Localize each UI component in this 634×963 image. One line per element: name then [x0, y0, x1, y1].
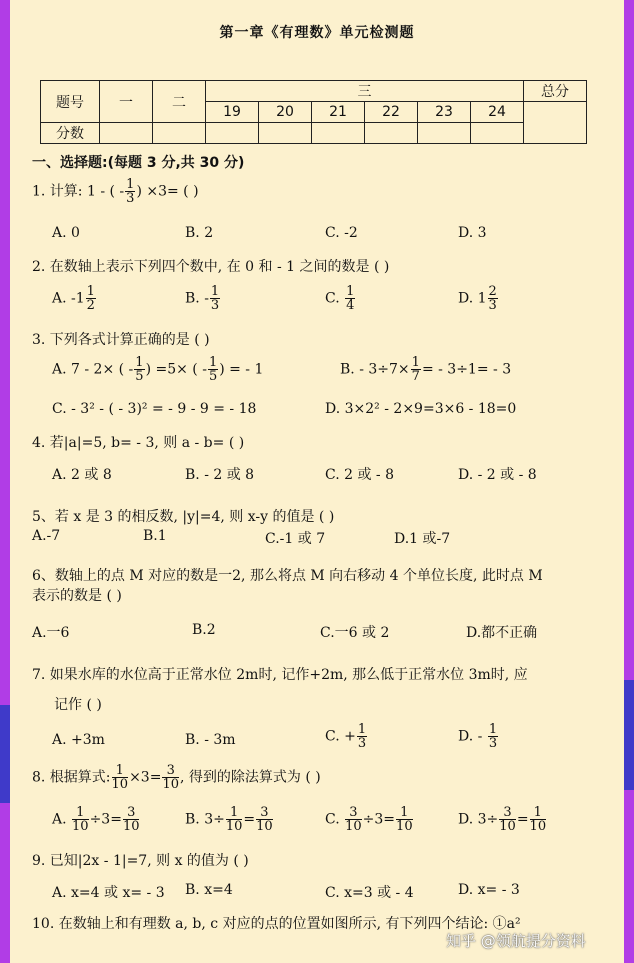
- score-cell[interactable]: [206, 123, 259, 144]
- question-1: 1. 计算: 1 - ( - $\frac{1}{3}$ ) ×3= ( ): [32, 177, 199, 206]
- q1-option-d: D. 3: [458, 225, 487, 241]
- score-cell[interactable]: [259, 123, 312, 144]
- score-label: 分数: [41, 123, 100, 144]
- sub-col: 21: [312, 102, 365, 123]
- q3-option-b: B. - 3÷7× $\frac{1}{7}$ = - 3÷1= - 3: [340, 355, 512, 384]
- q7-option-b: B. - 3m: [185, 732, 236, 748]
- q4-option-d: D. - 2 或 - 8: [458, 467, 537, 483]
- q5-option-c: C.-1 或 7: [265, 531, 326, 547]
- question-8: 8. 根据算式: $\frac{1}{10}$ ×3= $\frac{3}{10}$ , 得到的除法算式为 ( ): [32, 763, 321, 792]
- q8-option-d: D. 3÷ $\frac{3}{10}$ = $\frac{1}{10}$: [458, 805, 547, 834]
- q9-option-b: B. x=4: [185, 882, 233, 898]
- q1-option-b: B. 2: [185, 225, 214, 241]
- sub-col: 19: [206, 102, 259, 123]
- q-no-label: 题号: [41, 81, 100, 123]
- q9-option-a: A. x=4 或 x= - 3: [52, 885, 165, 901]
- q6-option-a: A.一6: [32, 625, 70, 641]
- q1-option-a: A. 0: [52, 225, 80, 241]
- question-5: 5、若 x 是 3 的相反数, |y|=4, 则 x-y 的值是 ( ): [32, 509, 335, 525]
- question-7-line-1: 7. 如果水库的水位高于正常水位 2m时, 记作+2m, 那么低于正常水位 3m时, 应: [32, 667, 528, 683]
- q4-option-b: B. - 2 或 8: [185, 467, 255, 483]
- watermark: 知乎 @领航提分资料: [446, 932, 586, 950]
- q9-option-c: C. x=3 或 - 4: [325, 885, 414, 901]
- sub-col: 22: [365, 102, 418, 123]
- question-7-line-2: 记作 ( ): [54, 697, 102, 713]
- score-cell[interactable]: [312, 123, 365, 144]
- q2-option-b: B. - $\frac{1}{3}$: [185, 284, 220, 313]
- q6-option-d: D.都不正确: [466, 625, 538, 641]
- col-three: 三: [206, 81, 524, 102]
- score-cell[interactable]: [365, 123, 418, 144]
- total-cell[interactable]: [524, 102, 587, 144]
- q2-option-d: D. 1 $\frac{2}{3}$: [458, 284, 497, 313]
- q8-option-c: C. $\frac{3}{10}$ ÷3= $\frac{1}{10}$: [325, 805, 413, 834]
- col-one: 一: [100, 81, 153, 123]
- page-title: 第一章《有理数》单元检测题: [219, 25, 415, 41]
- q1-option-c: C. -2: [325, 225, 358, 241]
- sub-col: 20: [259, 102, 312, 123]
- question-6-line-2: 表示的数是 ( ): [32, 588, 122, 604]
- q4-option-a: A. 2 或 8: [52, 467, 112, 483]
- q2-option-c: C. $\frac{1}{4}$: [325, 284, 355, 313]
- q8-option-a: A. $\frac{1}{10}$ ÷3= $\frac{3}{10}$: [52, 805, 140, 834]
- question-6-line-1: 6、数轴上的点 M 对应的数是一2, 那么将点 M 向右移动 4 个单位长度, 此时点 M: [32, 568, 543, 584]
- q3-option-c: C. - 3² - ( - 3)² = - 9 - 9 = - 18: [52, 401, 257, 417]
- q6-option-c: C.一6 或 2: [320, 625, 390, 641]
- question-4: 4. 若|a|=5, b= - 3, 则 a - b= ( ): [32, 435, 245, 451]
- total-label: 总分: [524, 81, 587, 102]
- q5-option-b: B.1: [143, 528, 167, 544]
- score-cell[interactable]: [100, 123, 153, 144]
- score-cell[interactable]: [153, 123, 206, 144]
- right-side-decoration: [624, 680, 634, 790]
- q8-option-b: B. 3÷ $\frac{1}{10}$ = $\frac{3}{10}$: [185, 805, 273, 834]
- score-table: [40, 80, 587, 144]
- question-2: 2. 在数轴上表示下列四个数中, 在 0 和 - 1 之间的数是 ( ): [32, 259, 390, 275]
- q7-option-c: C. + $\frac{1}{3}$: [325, 722, 367, 751]
- q9-option-d: D. x= - 3: [458, 882, 520, 898]
- q7-option-d: D. - $\frac{1}{3}$: [458, 722, 498, 751]
- question-9: 9. 已知|2x - 1|=7, 则 x 的值为 ( ): [32, 853, 249, 869]
- question-3: 3. 下列各式计算正确的是 ( ): [32, 332, 210, 348]
- score-cell[interactable]: [418, 123, 471, 144]
- q4-option-c: C. 2 或 - 8: [325, 467, 395, 483]
- q2-option-a: A. -1 $\frac{1}{2}$: [52, 284, 95, 313]
- exam-paper: [10, 0, 624, 963]
- q6-option-b: B.2: [192, 622, 216, 638]
- sub-col: 24: [471, 102, 524, 123]
- score-cell[interactable]: [471, 123, 524, 144]
- section-heading: 一、选择题:(每题 3 分,共 30 分): [32, 155, 245, 171]
- q5-option-d: D.1 或-7: [394, 531, 451, 547]
- question-10: 10. 在数轴上和有理数 a, b, c 对应的点的位置如图所示, 有下列四个结论: ①a²: [32, 916, 521, 932]
- col-two: 二: [153, 81, 206, 123]
- q3-option-a: A. 7 - 2× ( - $\frac{1}{5}$ ) =5× ( - $\frac{1}{5}$ ) = - 1: [52, 355, 264, 384]
- q5-option-a: A.-7: [32, 528, 61, 544]
- q3-option-d: D. 3×2² - 2×9=3×6 - 18=0: [325, 401, 517, 417]
- sub-col: 23: [418, 102, 471, 123]
- q7-option-a: A. +3m: [52, 732, 105, 748]
